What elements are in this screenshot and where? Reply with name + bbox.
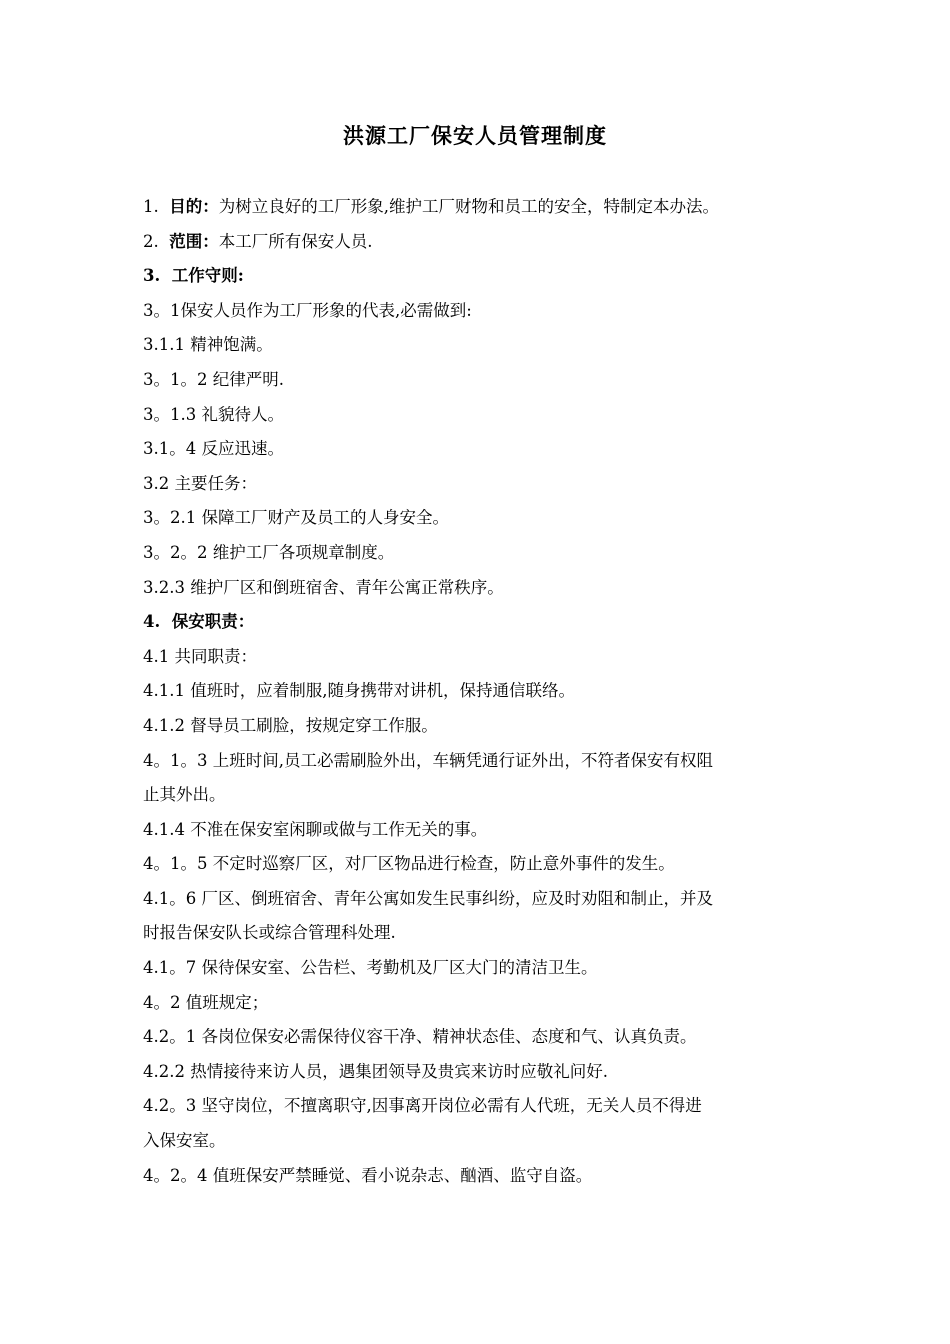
line-item: 4.1.1 值班时，应着制服,随身携带对讲机，保持通信联络。 bbox=[143, 681, 575, 701]
line-item: 4。2 值班规定； bbox=[143, 992, 269, 1012]
line-label: 范围： bbox=[169, 231, 219, 251]
line-heading-work-rules bbox=[143, 259, 813, 294]
line-purpose bbox=[143, 190, 813, 225]
line-item: 时报告保安队长或综合管理科处理. bbox=[143, 923, 396, 943]
line-item: 3.1.1 精神饱满。 bbox=[143, 335, 273, 355]
line-item: 3。1。2 纪律严明. bbox=[143, 369, 284, 389]
line-scope bbox=[143, 225, 813, 260]
line-item: 4。2。4 值班保安严禁睡觉、看小说杂志、酗酒、监守自盗。 bbox=[143, 1165, 593, 1185]
line-text: 为树立良好的工厂形象,维护工厂财物和员工的安全，特制定本办法。 bbox=[218, 197, 719, 216]
line-item: 入保安室。 bbox=[143, 1131, 226, 1151]
line-number: 3. bbox=[143, 266, 161, 286]
line-item: 3。2.1 保障工厂财产及员工的人身安全。 bbox=[143, 508, 449, 528]
line-item: 4.2。1 各岗位保安必需保待仪容干净、精神状态佳、态度和气、认真负责。 bbox=[143, 1027, 697, 1047]
document-title: 洪源工厂保安人员管理制度 bbox=[343, 123, 607, 148]
line-heading-duties bbox=[143, 605, 813, 640]
line-item: 3.2 主要任务： bbox=[143, 473, 257, 493]
line-text: 本工厂所有保安人员. bbox=[218, 231, 373, 251]
line-item: 3.2.3 维护厂区和倒班宿舍、青年公寓正常秩序。 bbox=[143, 577, 504, 597]
line-item: 4.1.4 不准在保安室闲聊或做与工作无关的事。 bbox=[143, 819, 488, 839]
line-label: 保安职责： bbox=[171, 612, 255, 632]
line-number: 2. bbox=[143, 231, 159, 251]
line-item: 3.1。4 反应迅速。 bbox=[143, 439, 284, 459]
line-item: 4.1 共同职责： bbox=[143, 646, 257, 666]
line-item: 4.2.2 热情接待来访人员，遇集团领导及贵宾来访时应敬礼问好. bbox=[143, 1061, 608, 1081]
line-label: 工作守则: bbox=[171, 266, 244, 286]
document-body bbox=[143, 190, 813, 1193]
line-item: 3。1.3 礼貌待人。 bbox=[143, 404, 284, 424]
line-number: 1. bbox=[143, 197, 159, 216]
line-item: 3。1保安人员作为工厂形象的代表,必需做到: bbox=[143, 300, 472, 320]
line-label: 目的： bbox=[169, 197, 219, 216]
line-item: 4.1。7 保待保安室、公告栏、考勤机及厂区大门的清洁卫生。 bbox=[143, 958, 598, 978]
line-item: 3。2。2 维护工厂各项规章制度。 bbox=[143, 542, 395, 562]
line-item: 4.1。6 厂区、倒班宿舍、青年公寓如发生民事纠纷，应及时劝阻和制止，并及 bbox=[143, 888, 713, 908]
line-item: 4。1。5 不定时巡察厂区，对厂区物品进行检查，防止意外事件的发生。 bbox=[143, 854, 675, 874]
line-item: 止其外出。 bbox=[143, 785, 226, 805]
line-item: 4。1。3 上班时间,员工必需刷脸外出，车辆凭通行证外出，不符者保安有权阻 bbox=[143, 750, 713, 770]
line-item: 4.2。3 坚守岗位，不擅离职守,因事离开岗位必需有人代班，无关人员不得进 bbox=[143, 1096, 702, 1116]
line-item: 4.1.2 督导员工刷脸，按规定穿工作服。 bbox=[143, 715, 438, 735]
line-number: 4. bbox=[143, 612, 161, 632]
